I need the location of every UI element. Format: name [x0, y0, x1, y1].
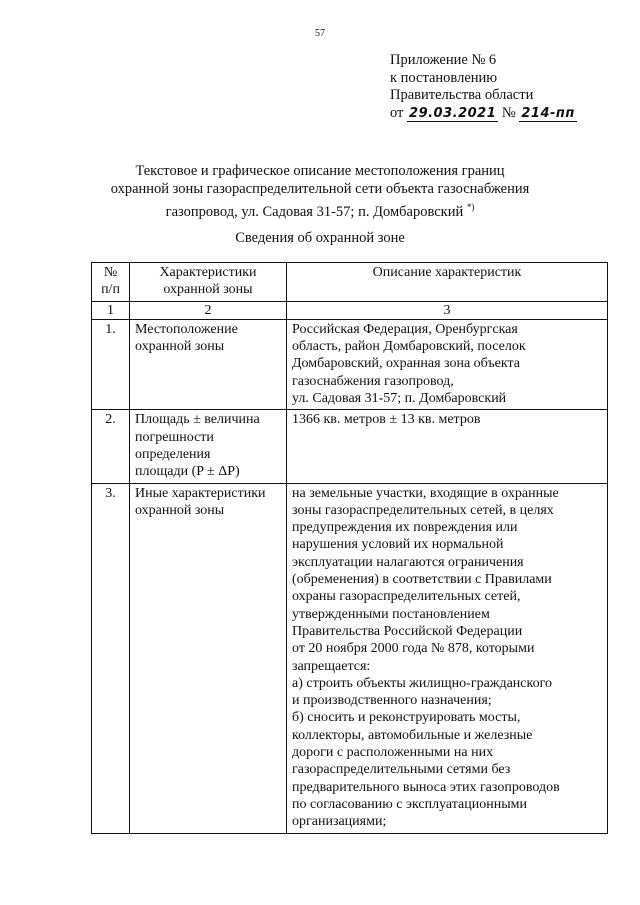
description-line: нарушения условий их нормальной	[292, 537, 504, 553]
characteristic-line: охранной зоны	[135, 339, 225, 355]
table-row	[92, 483, 608, 833]
description-line: газоснабжения газопровод,	[292, 373, 454, 389]
row-number: 1.	[92, 319, 130, 409]
document-title	[60, 162, 580, 221]
characteristic-line: охранной зоны	[135, 502, 225, 518]
title-line: Текстовое и графическое описание местоположения границ	[135, 163, 505, 179]
handwritten-number: 214-пп	[521, 105, 575, 121]
header-description: Описание характеристик	[287, 263, 608, 302]
description-line: область, район Домбаровский, поселок	[292, 339, 526, 355]
page-number: 57	[315, 28, 325, 39]
column-number: 1	[92, 301, 130, 319]
description-line: 1366 кв. метров ± 13 кв. метров	[292, 412, 481, 428]
footnote-mark: *)	[466, 202, 475, 212]
row-description	[287, 410, 608, 483]
row-characteristic	[130, 319, 287, 409]
appendix-line: Правительства области	[390, 87, 534, 103]
description-line: охраны газораспределительных сетей,	[292, 589, 521, 605]
appendix-date-line	[390, 105, 577, 123]
description-line: а) строить объекты жилищно-гражданского	[292, 675, 552, 691]
description-line: ул. Садовая 31-57; п. Домбаровский	[292, 391, 507, 407]
description-line: Российская Федерация, Оренбургская	[292, 321, 518, 337]
description-line: б) сносить и реконструировать мосты,	[292, 710, 521, 726]
characteristic-line: Иные характеристики	[135, 485, 266, 501]
description-line: и производственного назначения;	[292, 693, 492, 709]
date-prefix: от	[390, 104, 404, 121]
appendix-line: Приложение № 6	[390, 52, 497, 68]
column-number-row	[92, 301, 608, 319]
row-characteristic	[130, 410, 287, 483]
appendix-block	[390, 52, 577, 122]
row-description	[287, 319, 608, 409]
section-subtitle: Сведения об охранной зоне	[235, 230, 405, 246]
description-line: (обременения) в соответствии с Правилами	[292, 572, 552, 588]
description-line: на земельные участки, входящие в охранные	[292, 485, 559, 501]
description-line: от 20 ноября 2000 года № 878, которыми	[292, 641, 535, 657]
table-row	[92, 410, 608, 483]
description-line: зоны газораспределительных сетей, в целях	[292, 502, 554, 518]
column-number: 2	[130, 301, 287, 319]
characteristic-line: определения	[135, 446, 211, 462]
description-line: Домбаровский, охранная зона объекта	[292, 356, 521, 372]
row-description	[287, 483, 608, 833]
row-number: 3.	[92, 483, 130, 833]
description-line: дороги с расположенными на них	[292, 745, 494, 761]
table-row	[92, 319, 608, 409]
description-line: по согласованию с эксплуатационными	[292, 796, 527, 812]
description-line: предупреждения их повреждения или	[292, 520, 518, 536]
appendix-line: к постановлению	[390, 69, 498, 86]
table-header-row	[92, 263, 608, 302]
characteristic-line: погрешности	[135, 429, 214, 445]
title-line: газопровод, ул. Садовая 31-57; п. Домбаровский *)	[165, 202, 475, 220]
description-line: Правительства Российской Федерации	[292, 623, 523, 639]
description-line: коллекторы, автомобильные и железные	[292, 727, 533, 743]
characteristic-line: Площадь ± величина	[135, 412, 260, 428]
row-characteristic	[130, 483, 287, 833]
description-line: предварительного выноса этих газопроводов	[292, 779, 560, 795]
column-number: 3	[287, 301, 608, 319]
characteristic-line: площади (P ± ΔP)	[135, 464, 240, 480]
header-characteristic: Характеристики охранной зоны	[130, 263, 287, 302]
description-line: утвержденными постановлением	[292, 606, 490, 622]
header-number: № п/п	[92, 263, 130, 302]
description-line: запрещается:	[292, 658, 371, 674]
title-line: охранной зоны газораспределительной сети объекта газоснабжения	[110, 181, 530, 197]
row-number: 2.	[92, 410, 130, 483]
description-line: газораспределительными сетями без	[292, 762, 511, 778]
zone-info-table	[91, 262, 608, 834]
handwritten-date: 29.03.2021	[409, 105, 497, 121]
description-line: организациями;	[292, 814, 387, 830]
description-line: эксплуатации налагаются ограничения	[292, 554, 524, 570]
number-prefix: №	[501, 104, 516, 121]
characteristic-line: Местоположение	[135, 321, 238, 337]
